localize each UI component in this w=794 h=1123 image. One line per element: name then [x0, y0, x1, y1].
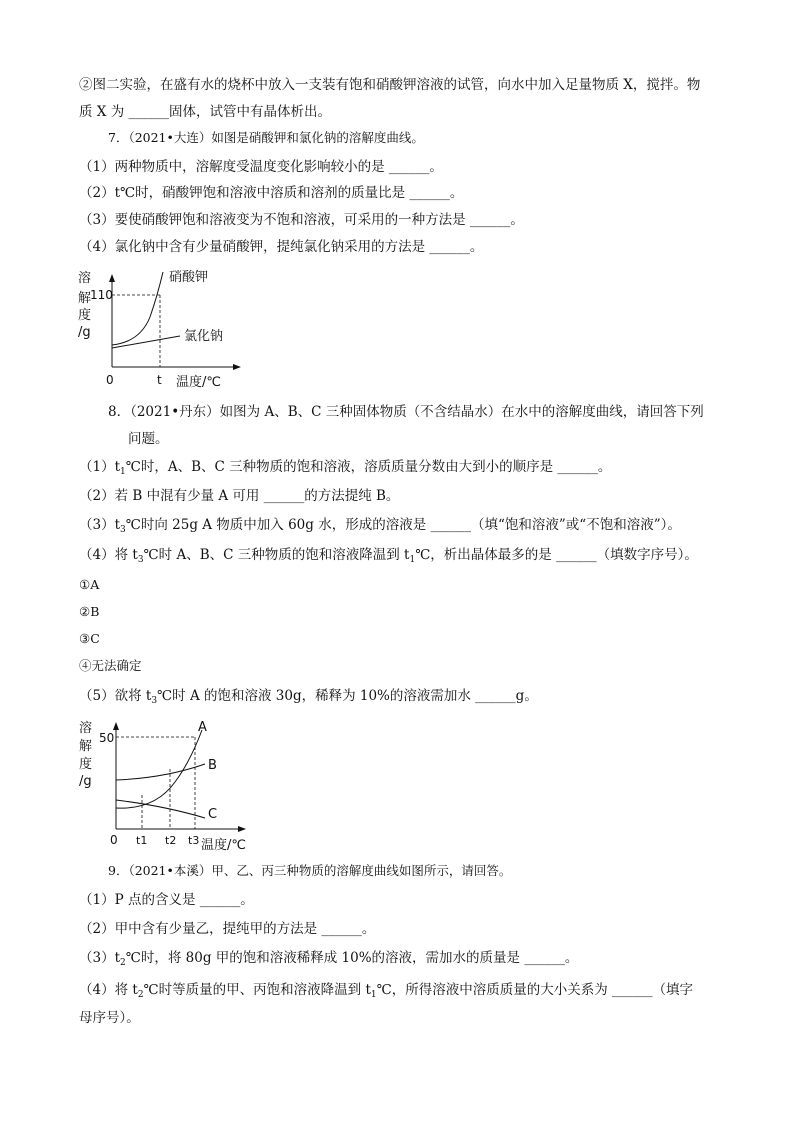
intro-line-1: ②图二实验，在盛有水的烧杯中放入一支装有饱和硝酸钾溶液的试管，向水中加入足量物质 X，搅拌。物	[79, 77, 701, 93]
q8-option-4: ④无法确定	[79, 658, 142, 673]
q9-item-4: （4）将 $t_2℃$时等质量的甲、丙饱和溶液降温到 $t_1℃$，所得溶液中溶质质量的大小关系为 ______（填字	[79, 982, 694, 1000]
q8-ylabel-3: 度	[79, 757, 93, 772]
q8-ylabel-4: /g	[79, 774, 92, 789]
q8-ylabel-2: 解	[79, 739, 93, 754]
q8-item-2: （2）若 B 中混有少量 A 可用 ______的方法提纯 B。	[79, 488, 400, 504]
q7-origin: 0	[106, 373, 114, 387]
q7-x-arrow	[233, 364, 241, 370]
q8-curve-b	[116, 764, 205, 780]
q8-label-a: A	[198, 720, 207, 735]
q8-xlabel: 温度/℃	[201, 838, 246, 853]
q8-label-b: B	[208, 758, 217, 773]
q7-xtick-t: t	[157, 373, 162, 387]
q8-curve-c	[116, 800, 205, 818]
q7-item-3: （3）要使硝酸钾饱和溶液变为不饱和溶液，可采用的一种方法是 ______。	[79, 212, 524, 228]
q8-item-3: $(3)t_3℃$时向 25g A 物质中加入 60g 水，形成的溶液是 ______（填“饱和溶液”或“不饱和溶液”）。	[79, 517, 681, 535]
q7-ylabel-2: 解	[78, 291, 92, 306]
q8-ytick-50: 50	[99, 731, 115, 745]
q7-ylabel-3: 度	[78, 308, 92, 323]
q7-item-1: （1）两种物质中，溶解度受温度变化影响较小的是 ______。	[79, 159, 443, 175]
q7-ytick-110: 110	[90, 288, 113, 302]
q7-item-4: （4）氯化钠中含有少量硝酸钾，提纯氯化钠采用的方法是 ______。	[79, 239, 484, 255]
q8-origin: 0	[110, 833, 118, 847]
q7-y-arrow	[109, 274, 115, 282]
q8-title-2: 问题。	[128, 431, 169, 447]
q8-label-c: C	[208, 807, 218, 822]
q7-xlabel: 温度/℃	[176, 375, 221, 390]
q8-title-1: 8．（2021•丹东）如图为 A、B、C 三种固体物质（不含结晶水）在水中的溶解度曲线，请回答下列	[108, 404, 704, 420]
q8-y-arrow	[113, 722, 119, 730]
q7-ylabel-1: 溶	[78, 271, 92, 286]
q8-item-4: （4）将 $t_3℃$时 A、B、C 三种物质的饱和溶液降温到 $t_1℃$，析出晶体最多的是 ______（填数字序号）。	[79, 547, 698, 565]
q9-item-2: （2）甲中含有少量乙，提纯甲的方法是 ______。	[79, 921, 376, 937]
intro-line-2: 质 X 为 ______固体，试管中有晶体析出。	[79, 104, 331, 120]
q8-x-arrow	[238, 826, 246, 832]
q8-option-2: ②B	[79, 604, 100, 619]
q8-option-3: ③C	[79, 631, 100, 646]
q8-item-5: （5）欲将 $t_3℃$时 A 的饱和溶液 30g，稀释为 10%的溶液需加水 ______g。	[79, 688, 538, 706]
q8-xtick-t2: t2	[165, 834, 177, 847]
q7-title: 7．（2021•大连）如图是硝酸钾和氯化钠的溶解度曲线。	[108, 130, 424, 145]
q7-item-2: （2）t℃时，硝酸钾饱和溶液中溶质和溶剂的质量比是 ______。	[79, 185, 464, 201]
q9-title: 9．（2021•本溪）甲、乙、丙三种物质的溶解度曲线如图所示，请回答。	[108, 863, 512, 878]
q8-ylabel-1: 溶	[79, 721, 93, 736]
q8-option-1: ①A	[79, 577, 100, 592]
q9-item-3: $(3)t_2℃$时，将 80g 甲的饱和溶液稀释成 10%的溶液，需加水的质量是 ______。	[79, 950, 579, 968]
q9-item-4-line-2: 母序号）。	[79, 1010, 140, 1026]
q8-item-1: $(1)t_1℃$时，A、B、C 三种物质的饱和溶液，溶质质量分数由大到小的顺序是 ______。	[79, 459, 612, 477]
q8-xtick-t3: t3	[188, 834, 200, 847]
q7-solubility-chart	[70, 262, 270, 392]
q9-item-1: （1）P 点的含义是 ______。	[79, 892, 254, 908]
q7-curve-nacl	[112, 336, 180, 348]
q7-label-nacl: 氯化钠	[184, 329, 224, 344]
q7-curve-kno3	[112, 272, 163, 345]
q7-ylabel-4: /g	[78, 325, 91, 340]
q8-solubility-chart	[70, 712, 270, 857]
q8-xtick-t1: t1	[136, 834, 148, 847]
q7-label-kno3: 硝酸钾	[169, 270, 209, 285]
